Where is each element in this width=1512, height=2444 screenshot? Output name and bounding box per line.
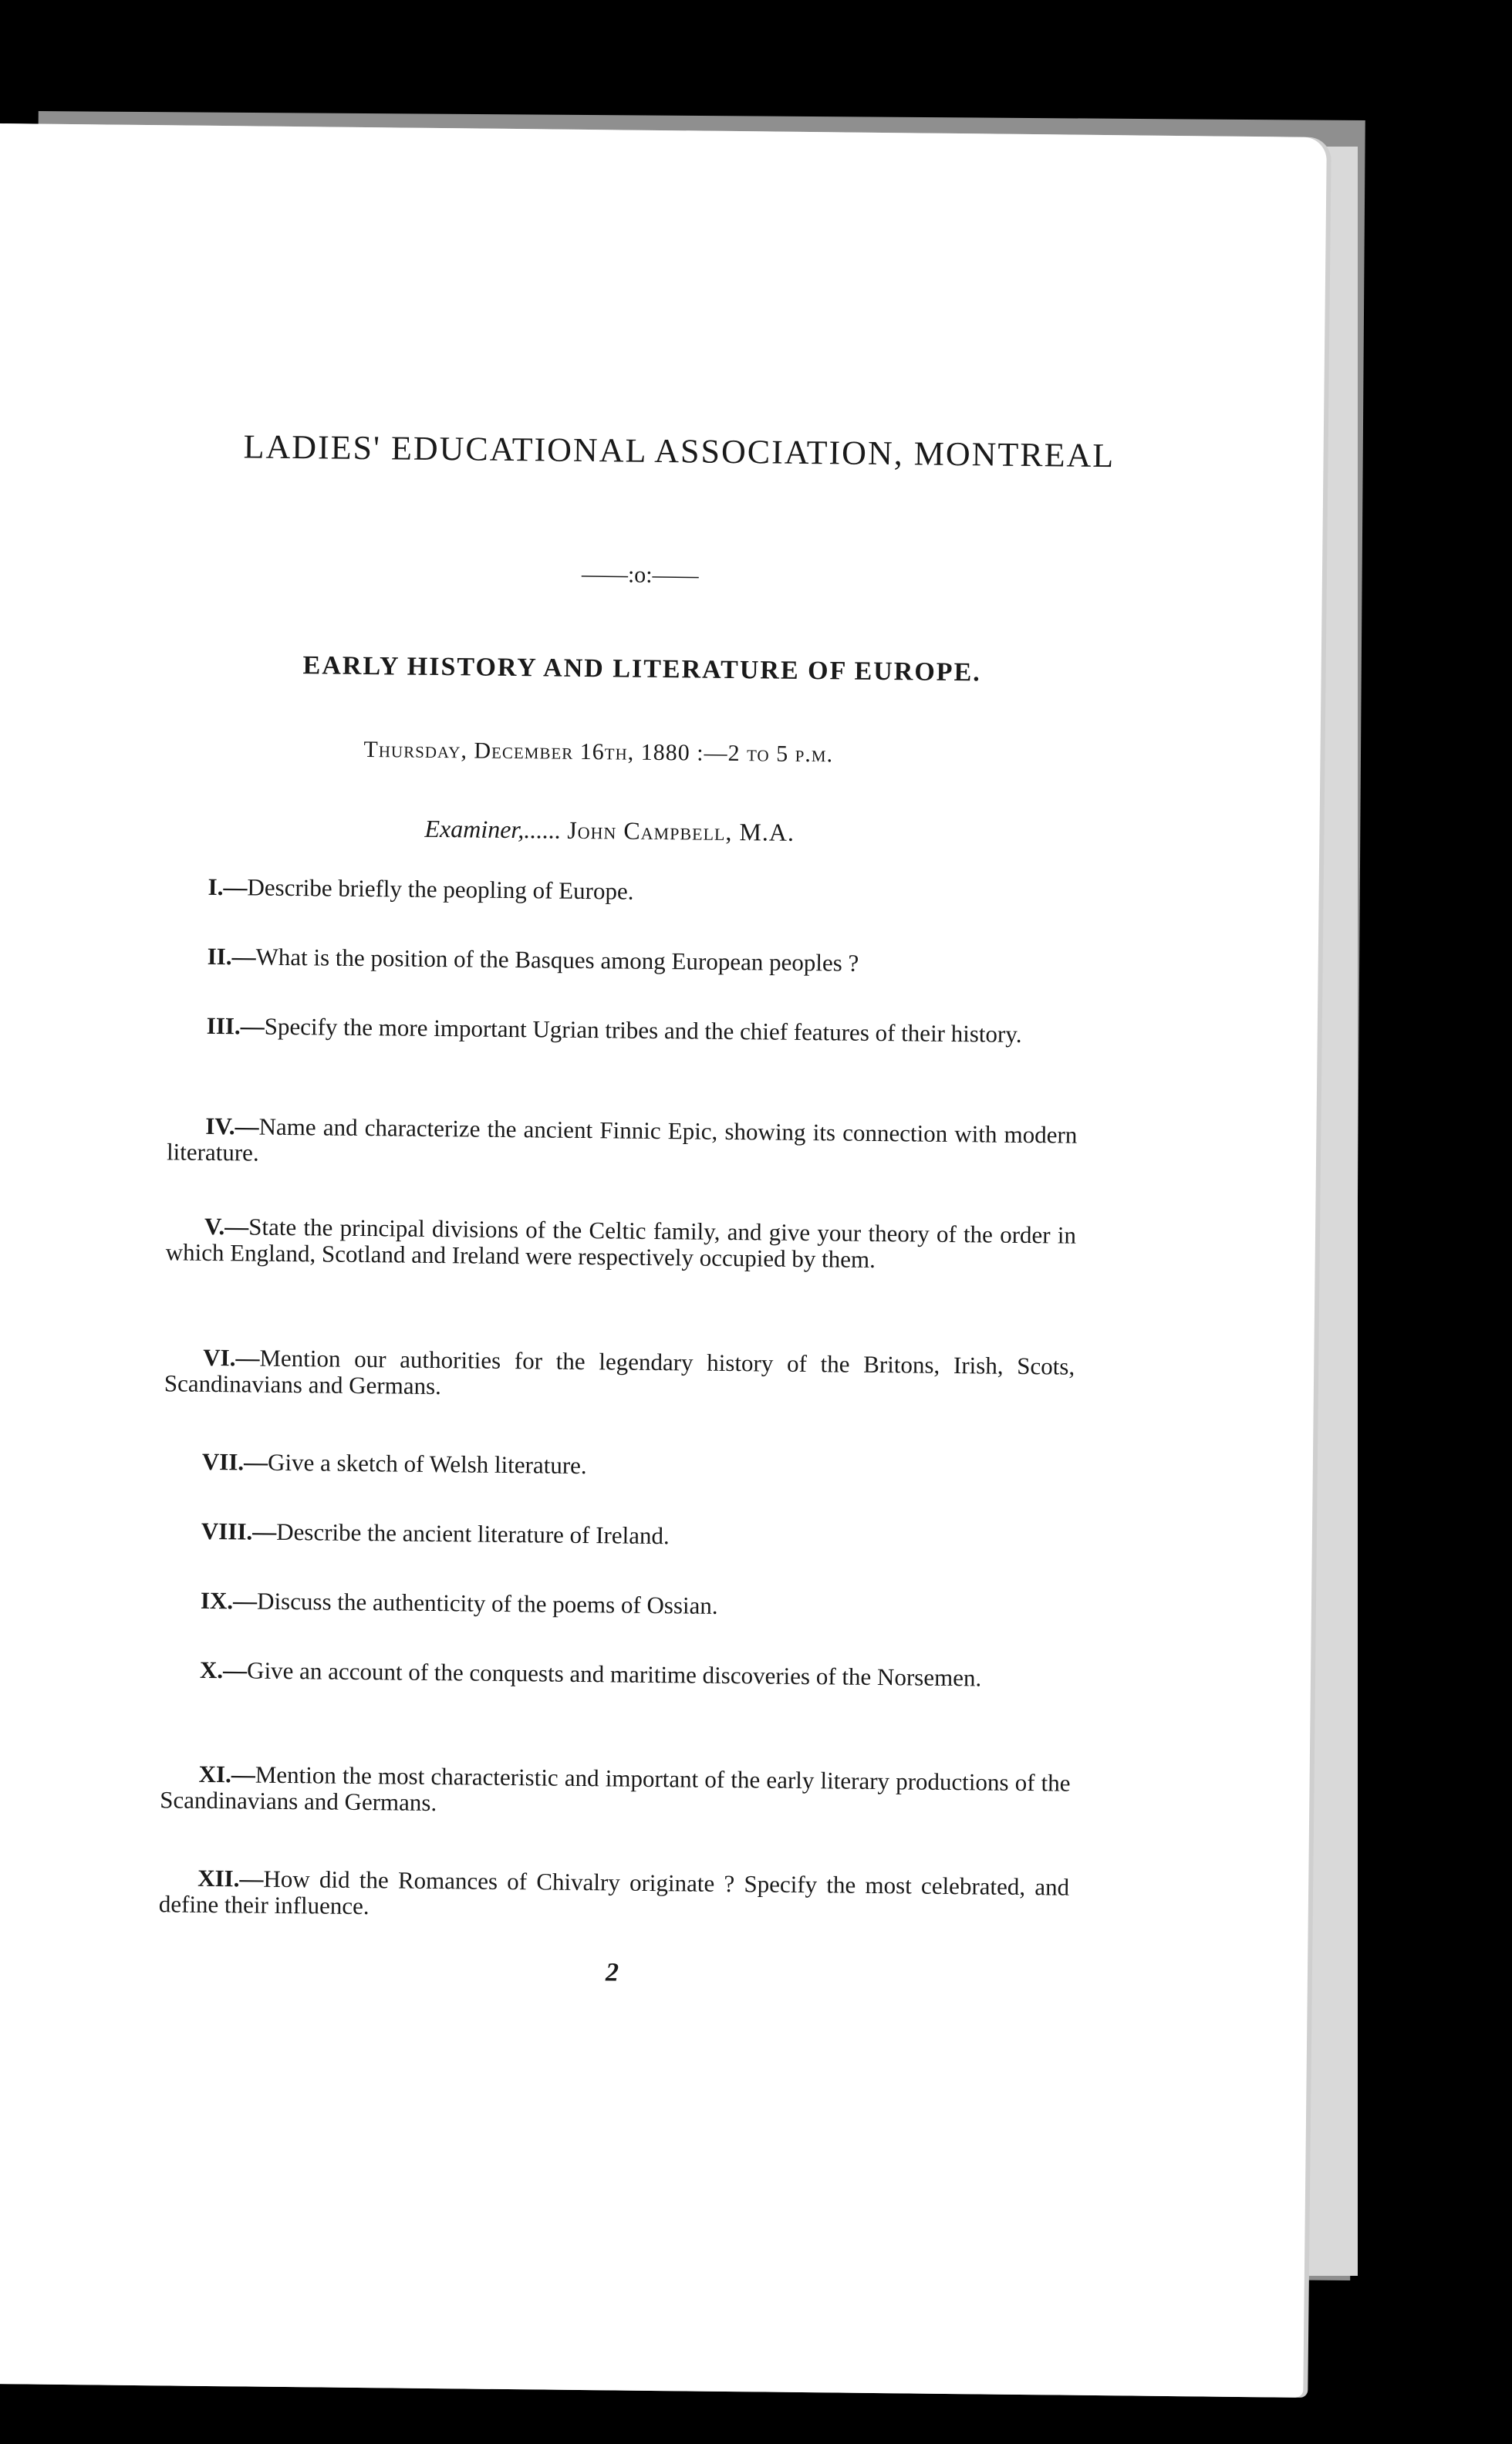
- page-heading: LADIES' EDUCATIONAL ASSOCIATION, MONTREAL: [243, 427, 1115, 475]
- question-number: II.—: [207, 942, 256, 971]
- section-divider: ——:o:——: [581, 561, 699, 589]
- question-number: VII.—: [201, 1447, 268, 1476]
- exam-subject: EARLY HISTORY AND LITERATURE OF EUROPE.: [302, 651, 981, 687]
- question-6: [164, 1344, 1075, 1406]
- question-number: III.—: [206, 1011, 265, 1040]
- question-10: [161, 1656, 1072, 1692]
- question-9: [162, 1587, 1072, 1622]
- question-text: Name and characterize the ancient Finnic Epic, showing its connection with modern literature.: [166, 1112, 1078, 1166]
- question-number: I.—: [208, 873, 248, 901]
- question-7: [164, 1448, 1074, 1484]
- exam-date: Thursday, December 16th, 1880 :—2 to 5 p.m.: [363, 736, 834, 768]
- question-12: [159, 1865, 1070, 1926]
- question-1: [169, 873, 1079, 909]
- examiner-line: [424, 815, 795, 847]
- question-text: Give a sketch of Welsh literature.: [267, 1448, 587, 1480]
- question-11: [160, 1760, 1071, 1822]
- question-text: What is the position of the Basques among European peoples ?: [255, 943, 859, 977]
- question-text: Describe the ancient literature of Ireland.: [276, 1517, 670, 1550]
- question-text: State the principal divisions of the Celtic family, and give your theory of the order in which England, Scotland and Ireland were respectively occupied by them.: [165, 1213, 1077, 1273]
- question-4: [167, 1112, 1078, 1174]
- document-page: [0, 123, 1327, 2398]
- question-number: X.—: [199, 1656, 248, 1684]
- question-number: XII.—: [197, 1864, 264, 1892]
- question-number: IV.—: [205, 1112, 259, 1140]
- question-number: IX.—: [200, 1586, 258, 1615]
- question-number: V.—: [204, 1212, 249, 1241]
- question-3: [168, 1012, 1078, 1048]
- examiner-role: Examiner,......: [424, 814, 562, 844]
- question-number: VIII.—: [201, 1517, 277, 1545]
- question-text: Give an account of the conquests and maritime discoveries of the Norsemen.: [246, 1656, 982, 1692]
- question-5: [166, 1213, 1077, 1274]
- question-number: VI.—: [203, 1343, 260, 1372]
- question-2: [169, 943, 1079, 978]
- question-text: Specify the more important Ugrian tribes and the chief features of their history.: [264, 1012, 1022, 1048]
- examiner-name: John Campbell, M.A.: [567, 815, 795, 846]
- question-8: [163, 1517, 1073, 1553]
- question-text: Mention our authorities for the legendary history of the Britons, Irish, Scots, Scandinavians and Germans.: [164, 1344, 1075, 1400]
- page-number: 2: [605, 1958, 619, 1987]
- question-text: Describe briefly the peopling of Europe.: [247, 873, 634, 905]
- question-text: Discuss the authenticity of the poems of Ossian.: [256, 1587, 718, 1619]
- question-text: Mention the most characteristic and important of the early literary productions of the Scandinavians and Germans.: [160, 1760, 1071, 1817]
- question-text: How did the Romances of Chivalry originate ? Specify the most celebrated, and define their influence.: [158, 1865, 1070, 1920]
- question-number: XI.—: [198, 1760, 255, 1788]
